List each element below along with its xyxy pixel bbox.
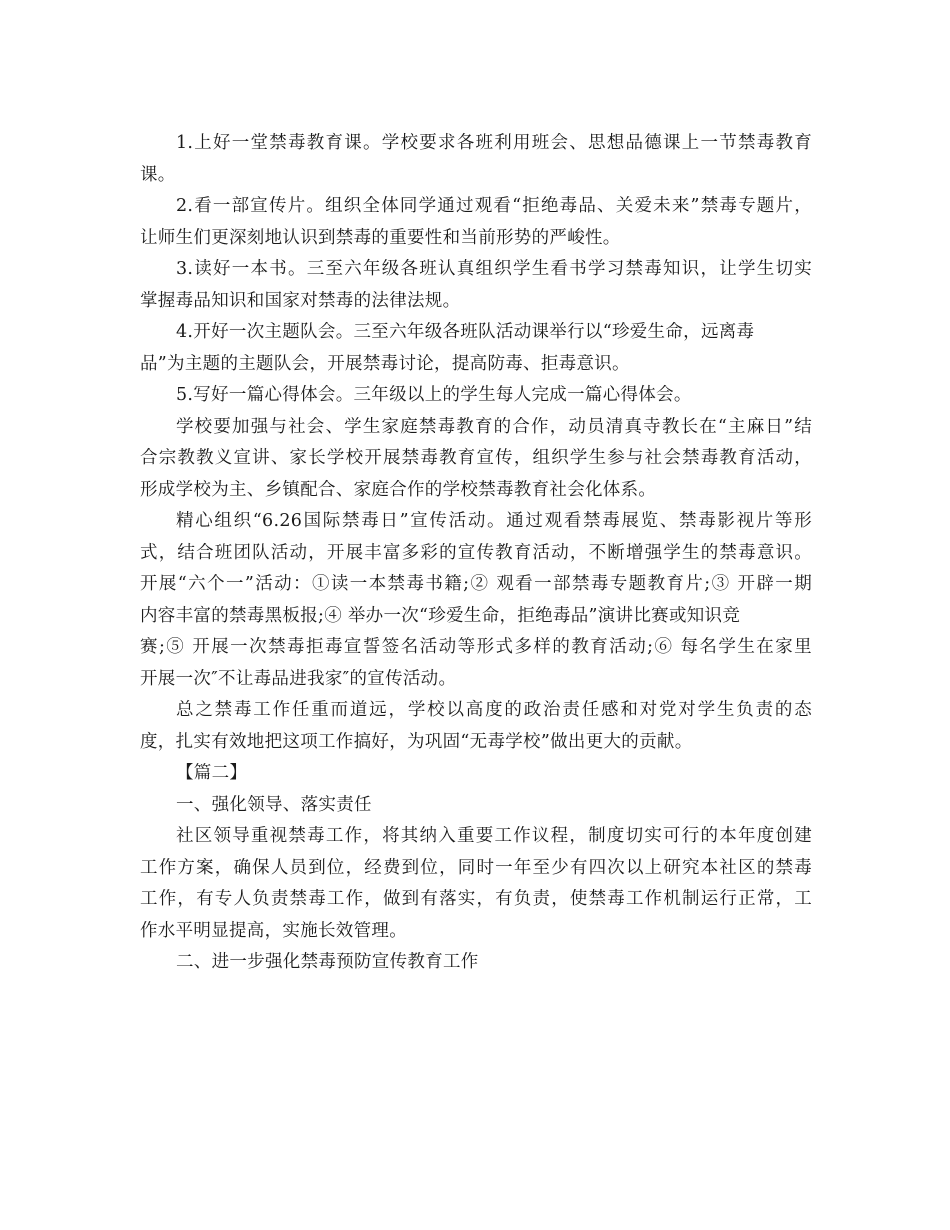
text-line: 开展“六个一”活动：①读一本禁毒书籍;② 观看一部禁毒专题教育片;③ 开辟一期 xyxy=(140,574,812,594)
text-line: 内容丰富的禁毒黑板报;④ 举办一次“珍爱生命，拒绝毒品”演讲比赛或知识竞 xyxy=(140,605,741,626)
text-line: 4.开好一次主题队会。三至六年级各班队活动课举行以“珍爱生命，远离毒 xyxy=(176,322,755,342)
text-line: 课。 xyxy=(140,164,176,185)
text-line: 工作，有专人负责禁毒工作，做到有落实，有负责，使禁毒工作机制运行正常，工 xyxy=(140,889,812,909)
text-line: 度，扎实有效地把这项工作搞好，为巩固“无毒学校”做出更大的贡献。 xyxy=(140,731,693,752)
text-line: 【篇二】 xyxy=(176,763,248,783)
text-line: 总之禁毒工作任重而道远，学校以高度的政治责任感和对党对学生负责的态 xyxy=(176,700,812,720)
text-line: 2.看一部宣传片。组织全体同学通过观看“拒绝毒品、关爱未来”禁毒专题片， xyxy=(176,196,812,216)
text-line: 精心组织“6.26国际禁毒日”宣传活动。通过观看禁毒展览、禁毒影视片等形 xyxy=(176,511,812,531)
text-line: 工作方案，确保人员到位，经费到位，同时一年至少有四次以上研究本社区的禁毒 xyxy=(140,857,812,878)
text-line: 开展一次″不让毒品进我家″的宣传活动。 xyxy=(140,668,457,689)
text-line: 让师生们更深刻地认识到禁毒的重要性和当前形势的严峻性。 xyxy=(140,227,621,248)
text-line: 合宗教教义宣讲、家长学校开展禁毒教育宣传，组织学生参与社会禁毒教育活动， xyxy=(140,448,812,468)
text-line: 1.上好一堂禁毒教育课。学校要求各班利用班会、思想品德课上一节禁毒教育 xyxy=(176,133,812,153)
text-line: 品”为主题的主题队会，开展禁毒讨论，提高防毒、拒毒意识。 xyxy=(140,353,630,374)
text-line: 学校要加强与社会、学生家庭禁毒教育的合作，动员清真寺教长在“主麻日”结 xyxy=(176,416,812,437)
text-line: 掌握毒品知识和国家对禁毒的法律法规。 xyxy=(140,290,461,311)
document-page xyxy=(140,128,812,979)
text-line: 一、强化领导、落实责任 xyxy=(176,794,372,815)
text-line: 3.读好一本书。三至六年级各班认真组织学生看书学习禁毒知识，让学生切实 xyxy=(176,259,812,279)
text-line: 5.写好一篇心得体会。三年级以上的学生每人完成一篇心得体会。 xyxy=(176,385,692,405)
text-line: 赛;⑤ 开展一次禁毒拒毒宣誓签名活动等形式多样的教育活动;⑥ 每名学生在家里 xyxy=(140,637,812,657)
text-line: 形成学校为主、乡镇配合、家庭合作的学校禁毒教育社会化体系。 xyxy=(140,479,657,500)
text-line: 式，结合班团队活动，开展丰富多彩的宣传教育活动，不断增强学生的禁毒意识。 xyxy=(140,542,812,563)
text-line: 作水平明显提高，实施长效管理。 xyxy=(140,920,407,941)
text-line: 社区领导重视禁毒工作，将其纳入重要工作议程，制度切实可行的本年度创建 xyxy=(176,826,812,846)
text-line: 二、进一步强化禁毒预防宣传教育工作 xyxy=(176,952,479,972)
